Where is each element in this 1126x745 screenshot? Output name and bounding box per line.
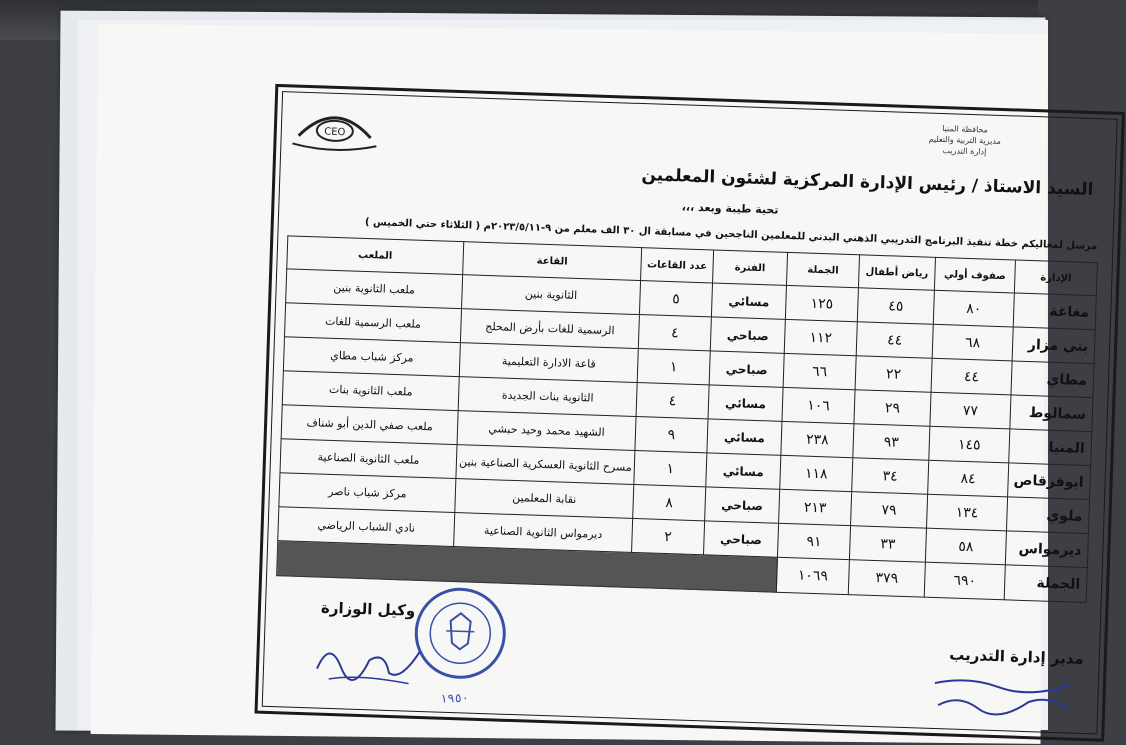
cell-dept: مطاي [1011, 361, 1094, 398]
letterhead-department: إدارة التدريب [942, 146, 987, 157]
document-paper [91, 24, 1098, 744]
letter-title: السيد الاستاذ / رئيس الإدارة المركزية لشئون المعلمين [641, 165, 1094, 201]
header-period: الفترة [713, 250, 788, 285]
intro-text: مرسل لمعاليكم خطة تنفيذ البرنامج التدريبي الذهني البدني للمعلمين الناجحين في مسابقة ال ٣٠ الف معلم من ٩-٢٠٢٣/٥/١١م ( الثلاثاء حتي الخميس ) [364, 216, 1098, 253]
letterhead-governorate: محافظة المنيا [942, 123, 989, 135]
cell-primary: ٦٨ [932, 324, 1013, 361]
letterhead [928, 123, 1001, 158]
cell-total: ٢٣٨ [781, 421, 854, 457]
cell-field: ملعب الثانوية بنات [282, 371, 459, 411]
cell-total: ١١٨ [780, 455, 853, 491]
cell-total: ٢١٣ [779, 489, 852, 525]
totals-total: ١٠٦٩ [776, 557, 849, 594]
cell-kg: ٢٩ [854, 390, 931, 427]
cell-kg: ٣٣ [849, 526, 926, 563]
cell-primary: ٨٤ [928, 460, 1009, 497]
cell-field: نادي الشباب الرياضي [278, 507, 455, 547]
cell-primary: ١٣٤ [927, 494, 1008, 531]
cell-field: ملعب الثانوية بنين [286, 269, 463, 309]
training-director-label: مدير إدارة التدريب [948, 645, 1085, 668]
cell-hall: الثانوية بنات الجديدة [458, 377, 637, 417]
document-frame [254, 84, 1124, 742]
header-primary: صفوف أولي [934, 257, 1015, 293]
training-plan-table [276, 235, 1098, 603]
cell-halls-count: ٤ [636, 383, 709, 419]
ministry-logo-icon [288, 95, 382, 154]
cell-hall: نقابة المعلمين [455, 479, 634, 519]
cell-total: ١١٢ [784, 319, 857, 355]
greeting: تحية طيبة وبعد ،،، [681, 200, 779, 217]
cell-halls-count: ٨ [633, 484, 706, 520]
cell-period: صباحي [709, 351, 784, 387]
signature-left-icon [308, 628, 430, 692]
cell-kg: ٩٣ [853, 424, 930, 461]
totals-kg: ٣٧٩ [848, 560, 925, 598]
cell-total: ٦٦ [783, 353, 856, 389]
cell-dept: مغاغة [1013, 293, 1096, 330]
cell-hall: قاعة الادارة التعليمية [459, 343, 638, 383]
header-kg: رياض أطفال [858, 255, 935, 291]
undersecretary-label: وكيل الوزارة [320, 598, 416, 620]
cell-halls-count: ٤ [638, 315, 711, 351]
cell-total: ٩١ [777, 523, 850, 559]
cell-period: صباحي [704, 521, 779, 557]
header-dept: الإدارة [1014, 260, 1097, 296]
letterhead-directorate: مديرية التربية والتعليم [928, 134, 1002, 146]
cell-total: ١٢٥ [785, 285, 858, 321]
cell-period: صباحي [710, 317, 785, 353]
stamp-number: ١٩٥٠ [439, 690, 470, 706]
cell-field: مركز شباب مطاي [283, 337, 460, 377]
cell-kg: ٤٥ [857, 288, 934, 325]
cell-field: ملعب الثانوية الصناعية [280, 439, 457, 479]
cell-primary: ٧٧ [930, 392, 1011, 429]
cell-hall: الشهيد محمد وحيد حبشي [457, 411, 636, 451]
cell-kg: ٢٢ [855, 356, 932, 393]
cell-period: مسائي [708, 385, 783, 421]
cell-dept: بني مزار [1012, 327, 1095, 364]
cell-primary: ١٤٥ [929, 426, 1010, 463]
cell-halls-count: ٥ [639, 281, 712, 317]
cell-period: مسائي [711, 283, 786, 319]
cell-kg: ٤٤ [856, 322, 933, 359]
cell-hall: مسرح الثانوية العسكرية الصناعية بنين [456, 445, 635, 485]
svg-text:CEO: CEO [324, 126, 346, 139]
cell-dept: ابوقرقاص [1008, 463, 1091, 500]
cell-field: ملعب صفي الدين أبو شناف [281, 405, 458, 445]
cell-period: مسائي [707, 419, 782, 455]
cell-halls-count: ٩ [635, 417, 708, 453]
cell-hall: الرسمية للغات بأرض المحلج [460, 309, 639, 349]
cell-hall: ديرمواس الثانوية الصناعية [454, 513, 633, 553]
signature-right-icon [928, 669, 1080, 722]
cell-period: مسائي [706, 453, 781, 489]
cell-field: ملعب الرسمية للغات [285, 303, 462, 343]
cell-total: ١٠٦ [782, 387, 855, 423]
cell-hall: الثانوية بنين [462, 275, 641, 315]
cell-dept: المنيا [1009, 429, 1092, 466]
cell-dept: ديرمواس [1005, 531, 1088, 568]
cell-halls-count: ٢ [632, 518, 705, 554]
cell-primary: ٥٨ [925, 528, 1006, 565]
cell-kg: ٣٤ [852, 458, 929, 495]
cell-halls-count: ١ [637, 349, 710, 385]
header-field: الملعب [287, 236, 464, 275]
header-hall: القاعة [463, 242, 642, 281]
cell-dept: سمالوط [1010, 395, 1093, 432]
cell-period: صباحي [705, 487, 780, 523]
cell-primary: ٤٤ [931, 358, 1012, 395]
cell-primary: ٨٠ [933, 290, 1014, 327]
cell-halls-count: ١ [634, 450, 707, 486]
totals-primary: ٦٩٠ [924, 562, 1005, 600]
header-halls-count: عدد القاعات [641, 248, 714, 283]
cell-field: مركز شباب ناصر [279, 473, 456, 513]
cell-kg: ٧٩ [851, 492, 928, 529]
cell-dept: ملوي [1006, 497, 1089, 534]
totals-label: الجملة [1004, 565, 1087, 603]
header-total: الجملة [786, 252, 859, 287]
